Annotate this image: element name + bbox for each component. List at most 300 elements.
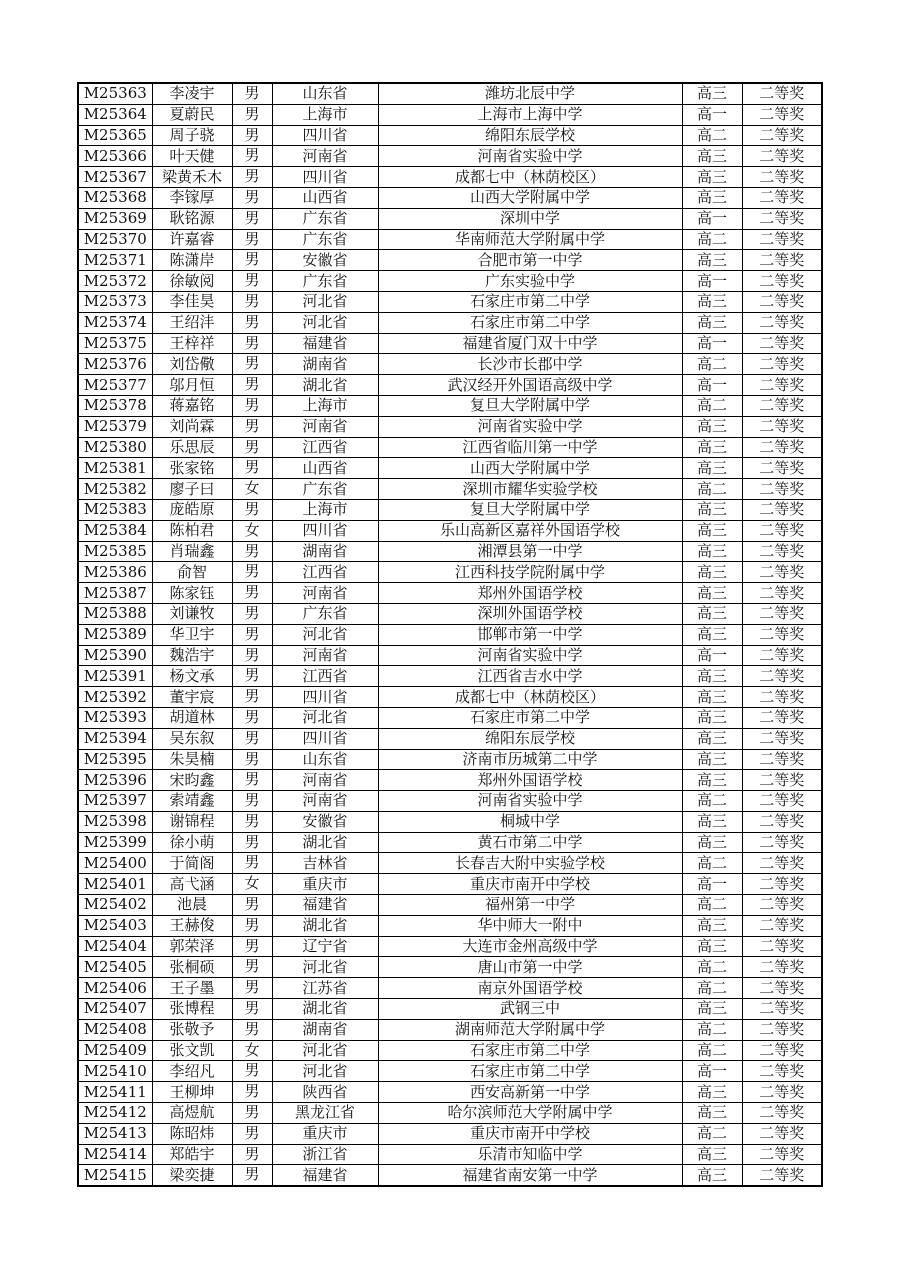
award-cell: 二等奖: [742, 354, 822, 375]
award-cell: 二等奖: [742, 687, 822, 708]
school-cell: 合肥市第一中学: [378, 250, 682, 271]
student-name-cell: 于简阁: [152, 853, 232, 874]
award-cell: 二等奖: [742, 1040, 822, 1061]
gender-cell: 男: [232, 749, 272, 770]
student-name-cell: 郑皓宇: [152, 1144, 232, 1165]
table-row: [78, 1061, 822, 1082]
student-id-cell: M25413: [78, 1123, 152, 1144]
award-cell: 二等奖: [742, 603, 822, 624]
student-id-cell: M25365: [78, 125, 152, 146]
student-name-cell: 梁黄禾木: [152, 167, 232, 188]
gender-cell: 男: [232, 603, 272, 624]
table-row: [78, 853, 822, 874]
grade-cell: 高一: [682, 271, 742, 292]
student-name-cell: 刘谦牧: [152, 603, 232, 624]
gender-cell: 女: [232, 874, 272, 895]
table-row: [78, 791, 822, 812]
table-row: [78, 354, 822, 375]
grade-cell: 高三: [682, 1082, 742, 1103]
student-id-cell: M25389: [78, 624, 152, 645]
province-cell: 湖北省: [272, 915, 378, 936]
student-name-cell: 刘尚霖: [152, 416, 232, 437]
gender-cell: 男: [232, 312, 272, 333]
student-id-cell: M25396: [78, 770, 152, 791]
gender-cell: 男: [232, 458, 272, 479]
student-id-cell: M25374: [78, 312, 152, 333]
gender-cell: 男: [232, 1165, 272, 1186]
gender-cell: 男: [232, 666, 272, 687]
province-cell: 江苏省: [272, 978, 378, 999]
province-cell: 河南省: [272, 791, 378, 812]
table-row: [78, 416, 822, 437]
province-cell: 河北省: [272, 957, 378, 978]
province-cell: 四川省: [272, 687, 378, 708]
student-id-cell: M25407: [78, 999, 152, 1020]
student-id-cell: M25370: [78, 229, 152, 250]
award-cell: 二等奖: [742, 395, 822, 416]
student-name-cell: 廖子曰: [152, 479, 232, 500]
gender-cell: 男: [232, 811, 272, 832]
table-row: [78, 104, 822, 125]
table-row: [78, 229, 822, 250]
province-cell: 黑龙江省: [272, 1103, 378, 1124]
student-name-cell: 魏浩宇: [152, 645, 232, 666]
student-id-cell: M25363: [78, 83, 152, 104]
award-cell: 二等奖: [742, 666, 822, 687]
province-cell: 广东省: [272, 479, 378, 500]
table-row: [78, 978, 822, 999]
table-row: [78, 583, 822, 604]
grade-cell: 高一: [682, 1061, 742, 1082]
table-row: [78, 250, 822, 271]
grade-cell: 高三: [682, 458, 742, 479]
gender-cell: 男: [232, 83, 272, 104]
school-cell: 郑州外国语学校: [378, 583, 682, 604]
gender-cell: 男: [232, 1144, 272, 1165]
award-cell: 二等奖: [742, 333, 822, 354]
student-id-cell: M25380: [78, 437, 152, 458]
province-cell: 山西省: [272, 187, 378, 208]
student-id-cell: M25388: [78, 603, 152, 624]
province-cell: 福建省: [272, 895, 378, 916]
grade-cell: 高二: [682, 895, 742, 916]
student-name-cell: 张文凯: [152, 1040, 232, 1061]
school-cell: 福州第一中学: [378, 895, 682, 916]
province-cell: 四川省: [272, 167, 378, 188]
student-id-cell: M25409: [78, 1040, 152, 1061]
award-cell: 二等奖: [742, 915, 822, 936]
province-cell: 湖南省: [272, 1019, 378, 1040]
table-row: [78, 562, 822, 583]
student-name-cell: 张桐硕: [152, 957, 232, 978]
grade-cell: 高二: [682, 791, 742, 812]
award-cell: 二等奖: [742, 978, 822, 999]
school-cell: 南京外国语学校: [378, 978, 682, 999]
student-name-cell: 叶天健: [152, 146, 232, 167]
table-row: [78, 1019, 822, 1040]
table-row: [78, 1040, 822, 1061]
table-row: [78, 1082, 822, 1103]
school-cell: 福建省厦门双十中学: [378, 333, 682, 354]
student-id-cell: M25379: [78, 416, 152, 437]
grade-cell: 高二: [682, 1040, 742, 1061]
school-cell: 深圳外国语学校: [378, 603, 682, 624]
school-cell: 复旦大学附属中学: [378, 499, 682, 520]
province-cell: 上海市: [272, 104, 378, 125]
table-row: [78, 437, 822, 458]
award-cell: 二等奖: [742, 229, 822, 250]
grade-cell: 高三: [682, 624, 742, 645]
school-cell: 河南省实验中学: [378, 416, 682, 437]
table-row: [78, 645, 822, 666]
award-cell: 二等奖: [742, 1103, 822, 1124]
student-id-cell: M25398: [78, 811, 152, 832]
table-row: [78, 458, 822, 479]
award-cell: 二等奖: [742, 936, 822, 957]
award-cell: 二等奖: [742, 624, 822, 645]
province-cell: 江西省: [272, 437, 378, 458]
student-id-cell: M25371: [78, 250, 152, 271]
student-name-cell: 陈昭炜: [152, 1123, 232, 1144]
student-id-cell: M25369: [78, 208, 152, 229]
gender-cell: 男: [232, 187, 272, 208]
student-name-cell: 索靖鑫: [152, 791, 232, 812]
grade-cell: 高一: [682, 104, 742, 125]
grade-cell: 高三: [682, 666, 742, 687]
award-cell: 二等奖: [742, 437, 822, 458]
province-cell: 安徽省: [272, 250, 378, 271]
grade-cell: 高三: [682, 1103, 742, 1124]
award-cell: 二等奖: [742, 499, 822, 520]
table-row: [78, 520, 822, 541]
province-cell: 河南省: [272, 645, 378, 666]
province-cell: 重庆市: [272, 1123, 378, 1144]
award-cell: 二等奖: [742, 583, 822, 604]
gender-cell: 男: [232, 791, 272, 812]
student-name-cell: 张家铭: [152, 458, 232, 479]
province-cell: 重庆市: [272, 874, 378, 895]
table-row: [78, 687, 822, 708]
student-name-cell: 夏蔚民: [152, 104, 232, 125]
award-cell: 二等奖: [742, 791, 822, 812]
student-id-cell: M25394: [78, 728, 152, 749]
student-name-cell: 吴东叙: [152, 728, 232, 749]
table-row: [78, 1165, 822, 1186]
gender-cell: 男: [232, 271, 272, 292]
school-cell: 济南市历城第二中学: [378, 749, 682, 770]
school-cell: 华中师大一附中: [378, 915, 682, 936]
student-id-cell: M25375: [78, 333, 152, 354]
school-cell: 大连市金州高级中学: [378, 936, 682, 957]
grade-cell: 高三: [682, 416, 742, 437]
table-row: [78, 375, 822, 396]
student-id-cell: M25390: [78, 645, 152, 666]
grade-cell: 高二: [682, 978, 742, 999]
student-name-cell: 乐思辰: [152, 437, 232, 458]
student-id-cell: M25382: [78, 479, 152, 500]
grade-cell: 高三: [682, 541, 742, 562]
school-cell: 广东实验中学: [378, 271, 682, 292]
student-id-cell: M25385: [78, 541, 152, 562]
school-cell: 潍坊北辰中学: [378, 83, 682, 104]
table-row: [78, 707, 822, 728]
student-id-cell: M25403: [78, 915, 152, 936]
school-cell: 江西省吉水中学: [378, 666, 682, 687]
award-cell: 二等奖: [742, 291, 822, 312]
grade-cell: 高三: [682, 437, 742, 458]
gender-cell: 男: [232, 978, 272, 999]
table-row: [78, 271, 822, 292]
award-cell: 二等奖: [742, 645, 822, 666]
student-id-cell: M25383: [78, 499, 152, 520]
student-id-cell: M25395: [78, 749, 152, 770]
award-cell: 二等奖: [742, 874, 822, 895]
table-row: [78, 541, 822, 562]
school-cell: 重庆市南开中学校: [378, 1123, 682, 1144]
province-cell: 河南省: [272, 583, 378, 604]
province-cell: 辽宁省: [272, 936, 378, 957]
table-row: [78, 167, 822, 188]
grade-cell: 高三: [682, 583, 742, 604]
gender-cell: 女: [232, 479, 272, 500]
student-id-cell: M25373: [78, 291, 152, 312]
province-cell: 广东省: [272, 603, 378, 624]
table-row: [78, 895, 822, 916]
gender-cell: 男: [232, 333, 272, 354]
gender-cell: 女: [232, 520, 272, 541]
student-name-cell: 朱昊楠: [152, 749, 232, 770]
gender-cell: 男: [232, 624, 272, 645]
student-id-cell: M25397: [78, 791, 152, 812]
school-cell: 石家庄市第二中学: [378, 1061, 682, 1082]
student-name-cell: 王梓祥: [152, 333, 232, 354]
student-name-cell: 高煜航: [152, 1103, 232, 1124]
student-id-cell: M25415: [78, 1165, 152, 1186]
province-cell: 湖北省: [272, 832, 378, 853]
grade-cell: 高一: [682, 375, 742, 396]
student-name-cell: 陈潇岸: [152, 250, 232, 271]
gender-cell: 男: [232, 728, 272, 749]
table-row: [78, 291, 822, 312]
grade-cell: 高一: [682, 208, 742, 229]
gender-cell: 男: [232, 1061, 272, 1082]
school-cell: 石家庄市第二中学: [378, 1040, 682, 1061]
school-cell: 山西大学附属中学: [378, 187, 682, 208]
grade-cell: 高三: [682, 832, 742, 853]
table-row: [78, 728, 822, 749]
student-id-cell: M25410: [78, 1061, 152, 1082]
student-id-cell: M25414: [78, 1144, 152, 1165]
province-cell: 山东省: [272, 749, 378, 770]
grade-cell: 高三: [682, 811, 742, 832]
grade-cell: 高三: [682, 936, 742, 957]
student-id-cell: M25378: [78, 395, 152, 416]
table-row: [78, 999, 822, 1020]
gender-cell: 男: [232, 354, 272, 375]
school-cell: 桐城中学: [378, 811, 682, 832]
province-cell: 河北省: [272, 1040, 378, 1061]
table-row: [78, 603, 822, 624]
gender-cell: 男: [232, 707, 272, 728]
student-id-cell: M25402: [78, 895, 152, 916]
award-cell: 二等奖: [742, 811, 822, 832]
grade-cell: 高三: [682, 728, 742, 749]
grade-cell: 高二: [682, 354, 742, 375]
school-cell: 黄石市第二中学: [378, 832, 682, 853]
award-cell: 二等奖: [742, 271, 822, 292]
award-cell: 二等奖: [742, 832, 822, 853]
school-cell: 河南省实验中学: [378, 645, 682, 666]
award-cell: 二等奖: [742, 479, 822, 500]
province-cell: 湖南省: [272, 354, 378, 375]
grade-cell: 高二: [682, 1123, 742, 1144]
grade-cell: 高三: [682, 1144, 742, 1165]
province-cell: 上海市: [272, 499, 378, 520]
student-id-cell: M25391: [78, 666, 152, 687]
grade-cell: 高三: [682, 83, 742, 104]
province-cell: 广东省: [272, 229, 378, 250]
gender-cell: 男: [232, 583, 272, 604]
province-cell: 吉林省: [272, 853, 378, 874]
gender-cell: 女: [232, 1040, 272, 1061]
award-cell: 二等奖: [742, 957, 822, 978]
province-cell: 四川省: [272, 125, 378, 146]
gender-cell: 男: [232, 770, 272, 791]
table-row: [78, 83, 822, 104]
award-cell: 二等奖: [742, 104, 822, 125]
student-name-cell: 徐小萌: [152, 832, 232, 853]
student-name-cell: 郭荣泽: [152, 936, 232, 957]
grade-cell: 高二: [682, 125, 742, 146]
student-id-cell: M25372: [78, 271, 152, 292]
gender-cell: 男: [232, 437, 272, 458]
award-cell: 二等奖: [742, 895, 822, 916]
student-id-cell: M25377: [78, 375, 152, 396]
student-name-cell: 陈家钰: [152, 583, 232, 604]
award-cell: 二等奖: [742, 167, 822, 188]
award-cell: 二等奖: [742, 146, 822, 167]
gender-cell: 男: [232, 687, 272, 708]
school-cell: 武汉经开外国语高级中学: [378, 375, 682, 396]
school-cell: 绵阳东辰学校: [378, 728, 682, 749]
grade-cell: 高三: [682, 291, 742, 312]
gender-cell: 男: [232, 229, 272, 250]
student-id-cell: M25406: [78, 978, 152, 999]
student-id-cell: M25366: [78, 146, 152, 167]
school-cell: 湘潭县第一中学: [378, 541, 682, 562]
school-cell: 石家庄市第二中学: [378, 312, 682, 333]
grade-cell: 高三: [682, 520, 742, 541]
award-cell: 二等奖: [742, 770, 822, 791]
table-row: [78, 312, 822, 333]
roster-body: [78, 83, 822, 1186]
grade-cell: 高一: [682, 645, 742, 666]
student-name-cell: 华卫宇: [152, 624, 232, 645]
school-cell: 华南师范大学附属中学: [378, 229, 682, 250]
table-row: [78, 333, 822, 354]
gender-cell: 男: [232, 1082, 272, 1103]
province-cell: 湖南省: [272, 541, 378, 562]
province-cell: 山西省: [272, 458, 378, 479]
table-row: [78, 915, 822, 936]
province-cell: 福建省: [272, 1165, 378, 1186]
province-cell: 河南省: [272, 416, 378, 437]
student-name-cell: 刘岱儆: [152, 354, 232, 375]
award-cell: 二等奖: [742, 1061, 822, 1082]
student-name-cell: 蒋嘉铭: [152, 395, 232, 416]
school-cell: 深圳市耀华实验学校: [378, 479, 682, 500]
gender-cell: 男: [232, 416, 272, 437]
school-cell: 上海市上海中学: [378, 104, 682, 125]
school-cell: 江西省临川第一中学: [378, 437, 682, 458]
student-name-cell: 许嘉睿: [152, 229, 232, 250]
table-row: [78, 146, 822, 167]
award-cell: 二等奖: [742, 1165, 822, 1186]
award-cell: 二等奖: [742, 749, 822, 770]
province-cell: 河南省: [272, 146, 378, 167]
school-cell: 西安高新第一中学: [378, 1082, 682, 1103]
school-cell: 郑州外国语学校: [378, 770, 682, 791]
student-name-cell: 李镓厚: [152, 187, 232, 208]
table-row: [78, 832, 822, 853]
gender-cell: 男: [232, 1123, 272, 1144]
province-cell: 河南省: [272, 770, 378, 791]
student-name-cell: 肖瑞鑫: [152, 541, 232, 562]
gender-cell: 男: [232, 957, 272, 978]
province-cell: 广东省: [272, 271, 378, 292]
award-cell: 二等奖: [742, 83, 822, 104]
province-cell: 安徽省: [272, 811, 378, 832]
grade-cell: 高三: [682, 499, 742, 520]
award-cell: 二等奖: [742, 1123, 822, 1144]
student-id-cell: M25386: [78, 562, 152, 583]
grade-cell: 高三: [682, 562, 742, 583]
table-row: [78, 1144, 822, 1165]
table-row: [78, 395, 822, 416]
grade-cell: 高三: [682, 915, 742, 936]
school-cell: 长春吉大附中实验学校: [378, 853, 682, 874]
gender-cell: 男: [232, 499, 272, 520]
grade-cell: 高三: [682, 687, 742, 708]
student-name-cell: 王绍沣: [152, 312, 232, 333]
table-row: [78, 749, 822, 770]
gender-cell: 男: [232, 125, 272, 146]
award-cell: 二等奖: [742, 458, 822, 479]
province-cell: 四川省: [272, 728, 378, 749]
award-cell: 二等奖: [742, 999, 822, 1020]
table-row: [78, 624, 822, 645]
grade-cell: 高一: [682, 874, 742, 895]
student-id-cell: M25364: [78, 104, 152, 125]
award-cell: 二等奖: [742, 1019, 822, 1040]
student-id-cell: M25411: [78, 1082, 152, 1103]
student-name-cell: 王柳坤: [152, 1082, 232, 1103]
award-cell: 二等奖: [742, 1082, 822, 1103]
gender-cell: 男: [232, 291, 272, 312]
table-row: [78, 1103, 822, 1124]
student-name-cell: 李凌宇: [152, 83, 232, 104]
student-name-cell: 董宇宸: [152, 687, 232, 708]
province-cell: 江西省: [272, 666, 378, 687]
table-row: [78, 874, 822, 895]
student-name-cell: 王赫俊: [152, 915, 232, 936]
gender-cell: 男: [232, 1103, 272, 1124]
student-name-cell: 耿铭源: [152, 208, 232, 229]
student-id-cell: M25412: [78, 1103, 152, 1124]
school-cell: 湖南师范大学附属中学: [378, 1019, 682, 1040]
award-cell: 二等奖: [742, 312, 822, 333]
grade-cell: 高三: [682, 707, 742, 728]
